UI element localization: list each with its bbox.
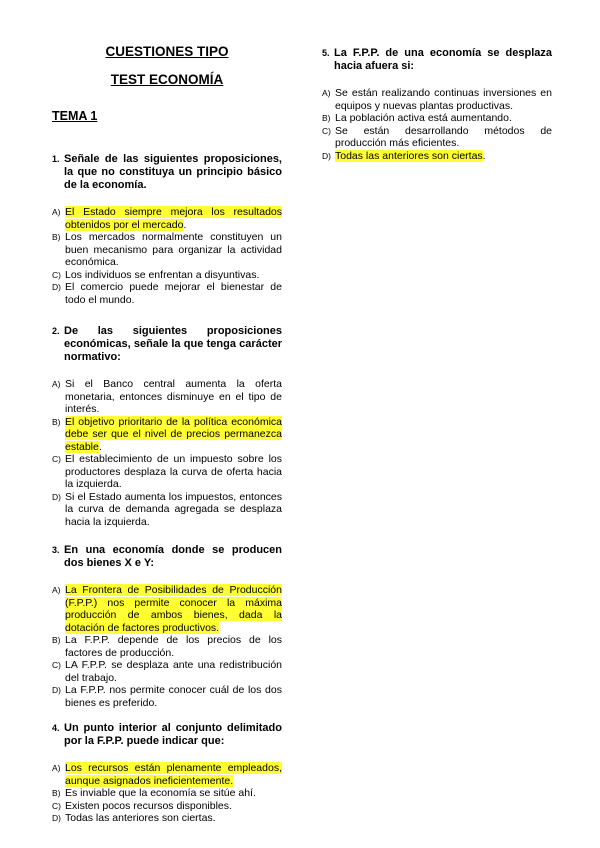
answer-text: Los individuos se enfrentan a disyuntivas.: [65, 268, 260, 281]
answer-option: [52, 634, 282, 659]
answer-text-wrap: [335, 112, 552, 125]
answer-option: [322, 150, 552, 163]
answer-option: [52, 584, 282, 634]
answer-option: [52, 206, 282, 231]
answer-text: La población activa está aumentando.: [335, 112, 512, 124]
question-text: En una economía donde se producen dos bienes X e Y:: [64, 544, 282, 569]
answer-text-wrap: [65, 281, 282, 306]
answer-letter: A): [52, 379, 61, 389]
question-1: [52, 153, 282, 306]
answer-text: La F.P.P. nos permite conocer cuál de los dos bienes es preferido.: [65, 684, 282, 709]
answer-option: [52, 787, 282, 800]
answer-text-wrap: [65, 684, 282, 709]
question-text: De las siguientes proposiciones económicas, señale la que tenga carácter normativo:: [64, 325, 282, 363]
answer-suffix: .: [183, 218, 187, 231]
answer-text-highlighted: El objetivo prioritario de la política económica debe ser que el nivel de precios permanezca estable: [65, 415, 282, 453]
question-text: Señale de las siguientes proposiciones, la que no constituya un principio básico de la economía.: [64, 153, 282, 191]
question-stem: [322, 47, 552, 73]
answer-text-wrap: [65, 378, 282, 416]
answer-text-wrap: [335, 150, 552, 163]
answer-text-wrap: [65, 812, 282, 825]
answer-option: [52, 231, 282, 269]
answer-suffix: .: [482, 149, 486, 162]
answer-text-wrap: [65, 659, 282, 684]
question-5: [322, 47, 552, 162]
answer-option: [52, 281, 282, 306]
answer-text: Si el Banco central aumenta la oferta monetaria, entonces disminuye en el tipo de interés.: [65, 378, 282, 415]
question-3: [52, 544, 282, 709]
answer-list: [322, 87, 552, 162]
answer-text: El comercio puede mejorar el bienestar de todo el mundo.: [65, 281, 282, 306]
answer-option: [322, 112, 552, 125]
answer-text-wrap: [65, 453, 282, 491]
question-number: 3.: [52, 545, 60, 555]
answer-letter: B): [322, 113, 331, 123]
answer-letter: B): [52, 788, 61, 798]
answer-letter: B): [52, 635, 61, 645]
answer-letter: D): [52, 813, 61, 823]
answer-letter: C): [52, 269, 61, 280]
answer-letter: A): [52, 207, 61, 217]
answer-letter: A): [322, 88, 331, 98]
answer-text: Todas las anteriores son ciertas.: [65, 812, 216, 824]
question-4: [52, 722, 282, 825]
answer-letter: C): [52, 454, 61, 464]
question-stem: [52, 544, 282, 570]
answer-list: [52, 584, 282, 709]
answer-letter: D): [52, 491, 61, 502]
question-stem: [52, 722, 282, 748]
question-stem: [52, 325, 282, 364]
answer-option: [322, 125, 552, 150]
answer-text: Se están realizando continuas inversiones en equipos y nuevas plantas productivas.: [335, 87, 552, 112]
question-number: 2.: [52, 326, 60, 336]
answer-text-wrap: [65, 787, 282, 800]
answer-letter: A): [52, 585, 61, 595]
answer-text-wrap: [65, 206, 282, 231]
answer-option: [52, 378, 282, 416]
question-number: 5.: [322, 48, 330, 58]
answer-option: [52, 659, 282, 684]
answer-text-highlighted: El Estado siempre mejora los resultados obtenidos por el mercado: [65, 206, 282, 231]
answer-text: Existen pocos recursos disponibles.: [65, 799, 232, 812]
answer-list: [52, 762, 282, 825]
answer-text: Los mercados normalmente constituyen un buen mecanismo para organizar la actividad económica.: [65, 231, 282, 268]
answer-letter: B): [52, 232, 61, 242]
answer-text: LA F.P.P. se desplaza ante una redistribución del trabajo.: [65, 659, 282, 684]
answer-text-highlighted: Los recursos están plenamente empleados, aunque asignados ineficientemente.: [65, 762, 282, 787]
answer-text-highlighted: Todas las anteriores son ciertas: [335, 149, 483, 162]
question-2: [52, 325, 282, 528]
answer-letter: C): [52, 660, 61, 670]
answer-text: La F.P.P. depende de los precios de los factores de producción.: [65, 634, 282, 659]
question-text: Un punto interior al conjunto delimitado por la F.P.P. puede indicar que:: [64, 722, 282, 747]
answer-text-wrap: [335, 87, 552, 112]
answer-text-wrap: [65, 584, 282, 634]
answer-text-highlighted: La Frontera de Posibilidades de Producción (F.P.P.) nos permite conocer la máxima producción de ambos bienes, dada la dotación de factores productivos.: [65, 584, 282, 634]
answer-option: [52, 684, 282, 709]
answer-text-wrap: [65, 491, 282, 529]
answer-text: Si el Estado aumenta los impuestos, entonces la curva de demanda agregada se desplaza hacia la izquierda.: [65, 490, 282, 528]
answer-text: Es inviable que la economía se sitúe ahí.: [65, 787, 256, 799]
question-number: 4.: [52, 723, 60, 733]
answer-letter: D): [322, 150, 331, 161]
answer-letter: D): [52, 282, 61, 292]
answer-option: [52, 416, 282, 454]
question-stem: [52, 153, 282, 192]
answer-letter: A): [52, 763, 61, 773]
answer-option: [52, 762, 282, 787]
answer-option: [52, 453, 282, 491]
answer-option: [52, 491, 282, 529]
answer-text-wrap: [65, 416, 282, 454]
answer-letter: B): [52, 416, 61, 427]
document-title-line1: CUESTIONES TIPO: [105, 44, 229, 59]
answer-text-wrap: [65, 762, 282, 787]
answer-list: [52, 378, 282, 528]
answer-list: [52, 206, 282, 306]
question-number: 1.: [52, 154, 60, 164]
answer-text-wrap: [65, 231, 282, 269]
answer-letter: C): [52, 800, 61, 811]
answer-text-wrap: [65, 634, 282, 659]
answer-option: [52, 812, 282, 825]
answer-suffix: .: [98, 440, 102, 453]
answer-text: El establecimiento de un impuesto sobre los productores desplaza la curva de oferta hacia la izquierda.: [65, 453, 282, 490]
answer-option: [52, 800, 282, 813]
section-heading: TEMA 1: [52, 109, 98, 123]
answer-letter: C): [322, 125, 331, 136]
answer-text-wrap: [65, 269, 282, 282]
question-text: La F.P.P. de una economía se desplaza hacia afuera si:: [334, 47, 552, 72]
answer-option: [322, 87, 552, 112]
answer-text-wrap: [65, 800, 282, 813]
answer-letter: D): [52, 685, 61, 695]
document-title-line2: TEST ECONOMÍA: [110, 72, 224, 87]
answer-option: [52, 269, 282, 282]
answer-text: Se están desarrollando métodos de producción más eficientes.: [335, 124, 552, 149]
answer-text-wrap: [335, 125, 552, 150]
